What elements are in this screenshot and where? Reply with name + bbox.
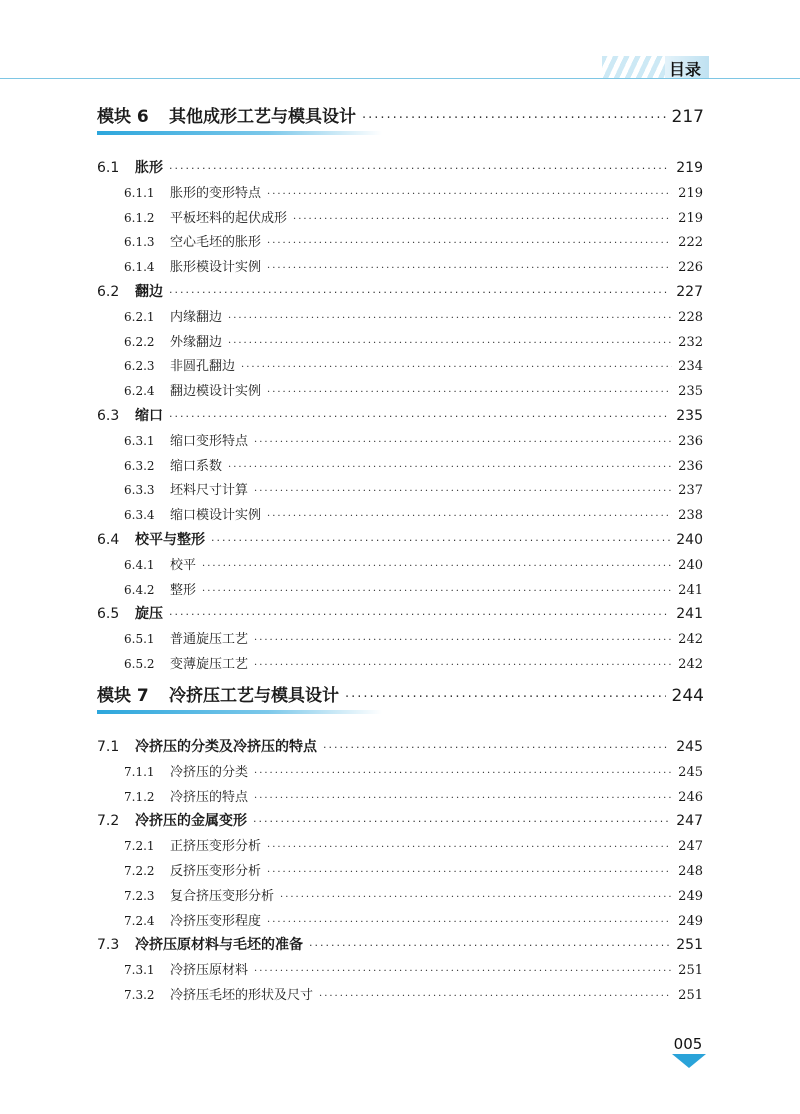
- toc-entry-number: 6.5.1: [124, 632, 155, 647]
- toc-entry-number: 7.2.3: [124, 888, 155, 903]
- toc-entry-title: 空心毛坯的胀形: [170, 235, 262, 251]
- dot-leader: [309, 939, 670, 952]
- header-stripes: [602, 56, 670, 78]
- toc-entry-title: 校平与整形: [135, 532, 205, 548]
- dot-leader: [254, 486, 672, 497]
- toc-entry-page: 240: [676, 532, 703, 548]
- toc-entry-number: 6.3.1: [124, 433, 155, 448]
- toc-entry-title: 缩口变形特点: [170, 433, 249, 449]
- toc-entry-page: 237: [678, 483, 703, 499]
- toc-entry-number: 7.2.2: [124, 864, 155, 878]
- toc-entry-title: 翻边模设计实例: [170, 384, 262, 400]
- toc-subsection-row[interactable]: [0, 355, 800, 374]
- dot-leader: [228, 313, 672, 324]
- toc-entry-page: 245: [678, 764, 703, 780]
- toc-entry-title: 平板坯料的起伏成形: [170, 210, 288, 226]
- toc-entry-number: 6.3.4: [124, 508, 155, 523]
- toc-entry-page: 219: [678, 185, 703, 201]
- toc-entry-title: 外缘翻边: [170, 334, 223, 350]
- toc-subsection-row[interactable]: [0, 959, 800, 978]
- toc-entry-number: 7.1.2: [124, 789, 155, 804]
- dot-leader: [267, 511, 672, 522]
- dot-leader: [267, 842, 672, 853]
- toc-entry-page: 251: [678, 963, 703, 979]
- toc-entry-title: 非圆孔翻边: [170, 359, 236, 375]
- toc-entry-title: 变薄旋压工艺: [170, 657, 249, 672]
- dot-leader: [169, 162, 670, 175]
- toc-entry-title: 缩口模设计实例: [170, 508, 262, 524]
- toc-subsection-row[interactable]: [0, 628, 800, 647]
- toc-entry-title: 反挤压变形分析: [170, 864, 262, 879]
- toc-subsection-row[interactable]: [0, 430, 800, 449]
- toc-entry-page: 251: [678, 988, 703, 1003]
- toc-entry-page: 247: [678, 839, 703, 855]
- toc-entry-title: 冷挤压的金属变形: [135, 813, 247, 830]
- toc-entry-title: 缩口: [135, 408, 163, 424]
- toc-entry-number: 6.2.1: [124, 309, 155, 324]
- toc-section-row[interactable]: [0, 157, 800, 177]
- dot-leader: [169, 286, 670, 299]
- toc-subsection-row[interactable]: [0, 380, 800, 399]
- dot-leader: [362, 111, 666, 126]
- toc-subsection-row[interactable]: [0, 331, 800, 350]
- toc-entry-page: 234: [678, 359, 703, 375]
- toc-subsection-row[interactable]: [0, 885, 800, 904]
- toc-entry-number: 6.2.3: [124, 359, 155, 374]
- toc-entry-page: 235: [678, 384, 703, 400]
- toc-entry-title: 普通旋压工艺: [170, 632, 249, 648]
- toc-entry-page: 248: [678, 864, 703, 879]
- toc-subsection-row[interactable]: [0, 653, 800, 672]
- toc-entry-title: 冷挤压原材料: [170, 963, 249, 979]
- toc-entry-title: 胀形模设计实例: [170, 260, 262, 276]
- module-underline-bar: [97, 710, 382, 714]
- toc-entry-page: 246: [678, 789, 703, 805]
- toc-entry-title: 缩口系数: [170, 458, 223, 474]
- dot-leader: [293, 214, 672, 225]
- toc-entry-number: 6.4.1: [124, 557, 155, 572]
- dot-leader: [202, 561, 672, 572]
- dot-leader: [267, 917, 672, 928]
- toc-subsection-row[interactable]: [0, 579, 800, 598]
- dot-leader: [228, 462, 672, 473]
- toc-module-row[interactable]: [0, 681, 800, 706]
- toc-entry-title: 胀形: [135, 160, 163, 176]
- toc-entry-title: 翻边: [135, 284, 163, 300]
- toc-subsection-row[interactable]: [0, 786, 800, 805]
- toc-entry-number: 7.3.2: [124, 988, 155, 1002]
- toc-entry-number: 6.2: [97, 284, 120, 300]
- toc-entry-title: 复合挤压变形分析: [170, 888, 275, 904]
- dot-leader: [254, 635, 672, 646]
- toc-entry-title: 胀形的变形特点: [170, 185, 262, 201]
- toc-entry-title: 内缘翻边: [170, 309, 223, 325]
- toc-entry-page: 247: [676, 813, 703, 830]
- dot-leader: [169, 608, 670, 621]
- toc-entry-page: 226: [678, 260, 703, 276]
- toc-subsection-row[interactable]: [0, 256, 800, 275]
- toc-entry-page: 244: [671, 686, 704, 706]
- toc-section-row[interactable]: [0, 603, 800, 623]
- toc-entry-number: 6.3: [97, 408, 120, 424]
- toc-entry-title: 冷挤压原材料与毛坯的准备: [135, 937, 303, 954]
- toc-entry-number: 7.1: [97, 739, 120, 755]
- toc-entry-number: 6.5: [97, 606, 120, 623]
- toc-subsection-row[interactable]: [0, 455, 800, 474]
- toc-entry-number: 7.3.1: [124, 963, 155, 978]
- toc-entry-number: 模块 7: [97, 686, 149, 706]
- toc-entry-page: 219: [676, 160, 703, 176]
- toc-entry-title: 冷挤压的分类及冷挤压的特点: [135, 739, 317, 755]
- toc-subsection-row[interactable]: [0, 835, 800, 854]
- dot-leader: [267, 263, 672, 274]
- toc-entry-number: 6.1: [97, 160, 120, 176]
- toc-entry-number: 7.2: [97, 813, 120, 830]
- toc-subsection-row[interactable]: [0, 207, 800, 226]
- toc-subsection-row[interactable]: [0, 479, 800, 498]
- toc-entry-title: 整形: [170, 582, 197, 598]
- toc-entry-page: 232: [678, 334, 703, 350]
- toc-entry-title: 冷挤压的特点: [170, 789, 249, 805]
- toc-module-row[interactable]: [0, 102, 800, 127]
- toc-entry-number: 6.5.2: [124, 657, 155, 671]
- toc-entry-number: 模块 6: [97, 107, 149, 127]
- dot-leader: [254, 966, 672, 977]
- toc-subsection-row[interactable]: [0, 761, 800, 780]
- header-title: 目录: [669, 60, 702, 79]
- toc-entry-title: 校平: [170, 557, 197, 573]
- toc-entry-number: 6.1.2: [124, 210, 155, 225]
- toc-entry-page: 242: [678, 657, 703, 672]
- toc-entry-page: 217: [671, 107, 704, 127]
- dot-leader: [169, 410, 670, 423]
- dot-leader: [253, 815, 670, 828]
- toc-entry-number: 7.3: [97, 937, 120, 954]
- dot-leader: [319, 991, 672, 1002]
- toc-section-row[interactable]: [0, 736, 800, 756]
- toc-section-row[interactable]: [0, 810, 800, 830]
- toc-entry-title: 正挤压变形分析: [170, 839, 262, 855]
- toc-entry-number: 6.3.3: [124, 483, 155, 498]
- dot-leader: [202, 586, 672, 597]
- toc-entry-page: 228: [678, 309, 703, 325]
- toc-entry-number: 7.1.1: [124, 764, 155, 779]
- toc-entry-page: 251: [676, 937, 703, 954]
- toc-entry-page: 238: [678, 508, 703, 524]
- toc-entry-title: 冷挤压的分类: [170, 764, 249, 780]
- toc-entry-number: 6.3.2: [124, 458, 155, 473]
- toc-entry-title: 冷挤压变形程度: [170, 913, 262, 929]
- toc-entry-title: 其他成形工艺与模具设计: [169, 107, 356, 127]
- dot-leader: [345, 690, 666, 705]
- toc-entry-page: 236: [678, 433, 703, 449]
- dot-leader: [211, 534, 670, 547]
- toc-entry-number: 6.2.2: [124, 334, 155, 349]
- dot-leader: [241, 362, 672, 373]
- toc-entry-page: 241: [678, 582, 703, 598]
- toc-subsection-row[interactable]: [0, 231, 800, 250]
- dot-leader: [267, 387, 672, 398]
- dot-leader: [228, 338, 672, 349]
- dot-leader: [323, 741, 670, 754]
- toc-entry-page: 249: [678, 913, 703, 929]
- toc-entry-page: 235: [676, 408, 703, 424]
- toc-entry-page: 242: [678, 632, 703, 648]
- toc-entry-number: 7.2.1: [124, 839, 155, 854]
- dot-leader: [267, 189, 672, 200]
- toc-section-row[interactable]: [0, 529, 800, 549]
- toc-entry-title: 冷挤压工艺与模具设计: [169, 686, 339, 706]
- toc-subsection-row[interactable]: [0, 182, 800, 201]
- toc-entry-number: 7.2.4: [124, 913, 155, 928]
- toc-entry-page: 245: [676, 739, 703, 755]
- toc-subsection-row[interactable]: [0, 306, 800, 325]
- toc-entry-title: 旋压: [135, 606, 163, 623]
- dot-leader: [254, 437, 672, 448]
- toc-entry-page: 241: [676, 606, 703, 623]
- dot-leader: [267, 238, 672, 249]
- dot-leader: [280, 892, 672, 903]
- toc-entry-page: 222: [678, 235, 703, 251]
- toc-subsection-row[interactable]: [0, 554, 800, 573]
- module-underline-bar: [97, 131, 382, 135]
- dot-leader: [254, 793, 672, 804]
- toc-entry-title: 冷挤压毛坯的形状及尺寸: [170, 988, 314, 1003]
- page-marker-triangle-icon: [672, 1054, 706, 1068]
- toc-entry-number: 6.1.1: [124, 185, 155, 200]
- toc-subsection-row[interactable]: [0, 910, 800, 929]
- toc-entry-page: 219: [678, 210, 703, 226]
- toc-entry-number: 6.4.2: [124, 582, 155, 597]
- toc-entry-number: 6.4: [97, 532, 120, 548]
- toc-entry-page: 227: [676, 284, 703, 300]
- dot-leader: [267, 867, 672, 878]
- toc-entry-number: 6.1.3: [124, 235, 155, 250]
- toc-entry-number: 6.2.4: [124, 384, 155, 399]
- page-number: 005: [673, 1035, 703, 1053]
- toc-subsection-row[interactable]: [0, 504, 800, 523]
- toc-section-row[interactable]: [0, 281, 800, 301]
- dot-leader: [254, 660, 672, 671]
- dot-leader: [254, 768, 672, 779]
- toc-section-row[interactable]: [0, 934, 800, 954]
- toc-entry-title: 坯料尺寸计算: [170, 483, 249, 499]
- toc-entry-page: 236: [678, 458, 703, 474]
- toc-entry-page: 240: [678, 557, 703, 573]
- toc-entry-number: 6.1.4: [124, 260, 155, 275]
- toc-subsection-row[interactable]: [0, 984, 800, 1003]
- toc-subsection-row[interactable]: [0, 860, 800, 879]
- toc-entry-page: 249: [678, 888, 703, 904]
- toc-section-row[interactable]: [0, 405, 800, 425]
